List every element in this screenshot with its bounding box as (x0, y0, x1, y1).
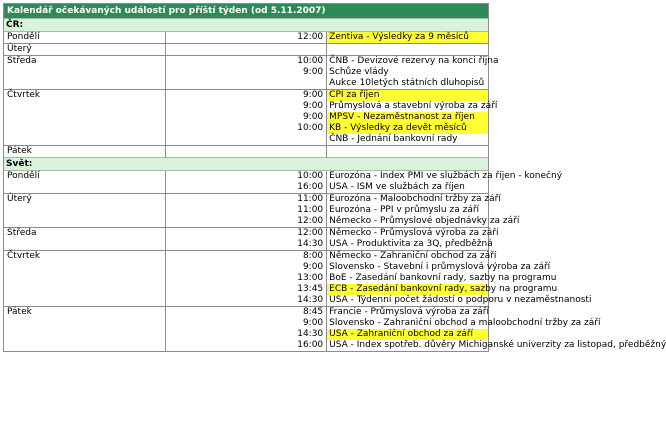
event-calendar (3, 3, 666, 352)
section-label: ČR: (4, 19, 488, 32)
event-cell: BoE - Zasedání bankovní rady, sazby na programu (329, 273, 557, 283)
event-cell: Aukce 10letých státních dluhopisů (329, 78, 485, 88)
time-cell: 13:45 (165, 284, 326, 295)
time-cell: 14:30 (165, 239, 326, 251)
event-cell: Průmyslová a stavební výroba za září (329, 101, 498, 111)
highlighted-event-cell: MPSV - Nezaměstnanost za říjen (327, 112, 488, 123)
event-cell: USA - Index spotřeb. důvěry Michiganské univerzity za listopad, předběžný (329, 340, 666, 350)
time-cell (165, 78, 326, 90)
table-row (4, 32, 488, 44)
day-cell: Pátek (4, 307, 165, 352)
event-cell: Eurozóna - Maloobchodní tržby za září (327, 194, 488, 206)
day-cell: Úterý (4, 194, 165, 228)
time-cell: 9:00 (165, 112, 326, 123)
time-cell: 8:00 (165, 251, 326, 263)
time-cell: 10:00 (165, 56, 326, 68)
table-row (4, 56, 488, 68)
day-cell: Čtvrtek (4, 251, 165, 307)
day-cell: Pondělí (4, 171, 165, 194)
table-row (4, 44, 488, 56)
event-cell (327, 146, 488, 158)
event-cell: USA - Týdenní počet žádostí o podporu v nezaměstnanosti (329, 295, 592, 305)
calendar-table (4, 4, 666, 351)
day-cell: Středa (4, 228, 165, 251)
calendar-title: Kalendář očekávaných událostí pro příští týden (od 5.11.2007) (4, 4, 488, 19)
table-row (4, 251, 488, 263)
highlighted-event-cell: USA - Zahraniční obchod za září (327, 329, 488, 340)
highlighted-event-cell: CPI za říjen (327, 90, 488, 102)
time-cell: 14:30 (165, 329, 326, 340)
section-header-row (4, 158, 488, 171)
day-cell: Pondělí (4, 32, 165, 44)
event-cell: Francie - Průmyslová výroba za září (327, 307, 488, 319)
time-cell: 9:00 (165, 262, 326, 273)
event-cell: USA - ISM ve službách za říjen (329, 182, 465, 192)
time-cell: 9:00 (165, 90, 326, 102)
time-cell: 14:30 (165, 295, 326, 307)
time-cell: 11:00 (165, 194, 326, 206)
time-cell (165, 134, 326, 146)
event-cell: ČNB - Jednání bankovní rady (329, 134, 458, 144)
table-row (4, 307, 488, 319)
calendar-title-row (4, 4, 488, 19)
time-cell: 12:00 (165, 216, 326, 228)
event-cell: ČNB - Devizové rezervy na konci října (327, 56, 488, 68)
time-cell: 16:00 (165, 340, 326, 351)
day-cell: Pátek (4, 146, 165, 158)
event-cell: Slovensko - Zahraniční obchod a maloobchodní tržby za září (329, 318, 601, 328)
time-cell: 13:00 (165, 273, 326, 284)
time-cell: 12:00 (165, 228, 326, 240)
time-cell: 10:00 (165, 123, 326, 134)
time-cell: 9:00 (165, 101, 326, 112)
event-cell: Slovensko - Stavební i průmyslová výroba za září (329, 262, 551, 272)
event-cell: Německo - Zahraniční obchod za září (327, 251, 488, 263)
table-row (4, 228, 488, 240)
time-cell: 16:00 (165, 182, 326, 194)
event-cell: Eurozóna - Index PMI ve službách za říjen - konečný (327, 171, 488, 183)
section-header-row (4, 19, 488, 32)
time-cell: 8:45 (165, 307, 326, 319)
time-cell (165, 44, 326, 56)
time-cell (165, 146, 326, 158)
section-label: Svět: (4, 158, 488, 171)
table-row (4, 90, 488, 102)
event-cell: Německo - Průmyslové objednávky za září (329, 216, 520, 226)
event-cell: Eurozóna - PPI v průmyslu za září (329, 205, 480, 215)
day-cell: Středa (4, 56, 165, 90)
highlighted-event-cell: KB - Výsledky za devět měsíců (327, 123, 488, 134)
time-cell: 9:00 (165, 318, 326, 329)
table-row (4, 194, 488, 206)
time-cell: 12:00 (165, 32, 326, 44)
time-cell: 10:00 (165, 171, 326, 183)
highlighted-event-cell: ECB - Zasedání bankovní rady, sazby na programu (327, 284, 488, 295)
day-cell: Čtvrtek (4, 90, 165, 146)
time-cell: 11:00 (165, 205, 326, 216)
event-cell: Schůze vlády (329, 67, 389, 77)
day-cell: Úterý (4, 44, 165, 56)
time-cell: 9:00 (165, 67, 326, 78)
table-row (4, 171, 488, 183)
highlighted-event-cell: Zentiva - Výsledky za 9 měsíců (327, 32, 488, 44)
event-cell: USA - Produktivita za 3Q, předběžná (329, 239, 493, 249)
event-cell: Německo - Průmyslová výroba za září (327, 228, 488, 240)
table-row (4, 146, 488, 158)
event-cell (327, 44, 488, 56)
